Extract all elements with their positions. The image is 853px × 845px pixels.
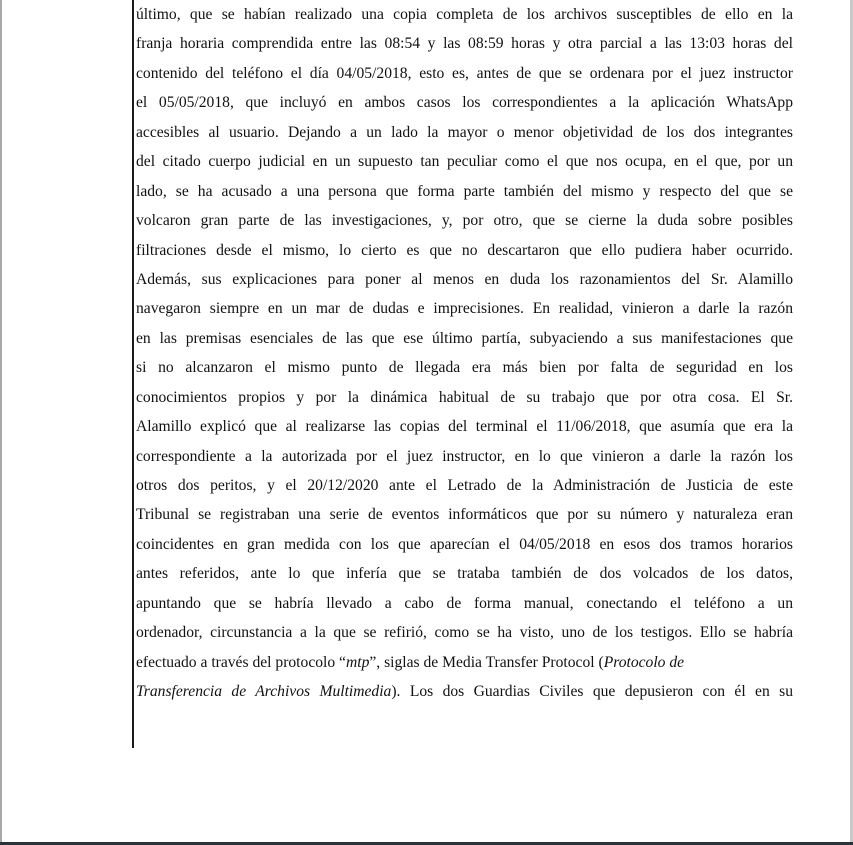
text-span: efectuado a través del protocolo “: [136, 653, 346, 671]
text-line: si no alcanzaron el mismo punto de llegada era más bien por falta de seguridad en los: [136, 359, 793, 377]
text-line: el 05/05/2018, que incluyó en ambos casos los correspondientes a la aplicación WhatsApp: [136, 94, 793, 112]
text-line: apuntando que se habría llevado a cabo de forma manual, conectando el teléfono a un: [136, 594, 793, 612]
text-line: contenido del teléfono el día 04/05/2018, esto es, antes de que se ordenara por el juez instructor: [136, 64, 793, 82]
text-line: antes referidos, ante lo que infería que se trataba también de dos volcados de los datos,: [136, 565, 793, 583]
text-line: en las premisas esenciales de las que ese último partía, subyaciendo a sus manifestaciones que: [136, 329, 793, 347]
italic-term: Protocolo de: [603, 653, 685, 671]
document-body: [136, 0, 793, 707]
text-line: del citado cuerpo judicial en un supuesto tan peculiar como el que nos ocupa, en el que, por un: [136, 153, 793, 171]
text-line: navegaron siempre en un mar de dudas e imprecisiones. En realidad, vinieron a darle la razón: [136, 300, 793, 318]
text-line: lado, se ha acusado a una persona que forma parte también del mismo y respecto del que se: [136, 182, 793, 200]
text-line: Además, sus explicaciones para poner al menos en duda los razonamientos del Sr. Alamillo: [136, 270, 793, 288]
text-line: ordenador, circunstancia a la que se refirió, como se ha visto, uno de los testigos. Ello se habría: [136, 624, 793, 642]
text-line: último, que se habían realizado una copia completa de los archivos susceptibles de ello en la: [136, 6, 793, 23]
text-line: accesibles al usuario. Dejando a un lado la mayor o menor objetividad de los dos integrantes: [136, 123, 793, 141]
text-span: ”, siglas de Media Transfer Protocol (: [369, 653, 604, 671]
text-line-last: [136, 677, 793, 706]
text-line: correspondiente a la autorizada por el juez instructor, en lo que vinieron a darle la razón los: [136, 447, 793, 465]
revision-change-bar: [132, 0, 134, 748]
italic-term: Transferencia de Archivos Multimedia: [136, 683, 392, 701]
italic-term-mtp: mtp: [345, 653, 370, 671]
text-line: franja horaria comprendida entre las 08:54 y las 08:59 horas y otra parcial a las 13:03 horas del: [136, 35, 793, 53]
text-line: filtraciones desde el mismo, lo cierto es que no descartaron que ello pudiera haber ocurrido.: [136, 241, 793, 259]
text-span: ). Los dos Guardias Civiles que depusieron con él en su: [391, 683, 793, 701]
text-line: Tribunal se registraban una serie de eventos informáticos que por su número y naturaleza eran: [136, 506, 793, 524]
text-line: otros dos peritos, y el 20/12/2020 ante el Letrado de la Administración de Justicia de este: [136, 477, 793, 494]
text-line: volcaron gran parte de las investigaciones, y, por otro, que se cierne la duda sobre posibles: [136, 212, 793, 230]
text-line-mtp: [136, 648, 793, 677]
text-line: conocimientos propios y por la dinámica habitual de su trabajo que por otra cosa. El Sr.: [136, 388, 793, 406]
text-line: coincidentes en gran medida con los que aparecían el 04/05/2018 en esos dos tramos horarios: [136, 535, 793, 553]
text-line: Alamillo explicó que al realizarse las copias del terminal el 11/06/2018, que asumía que era la: [136, 418, 793, 436]
